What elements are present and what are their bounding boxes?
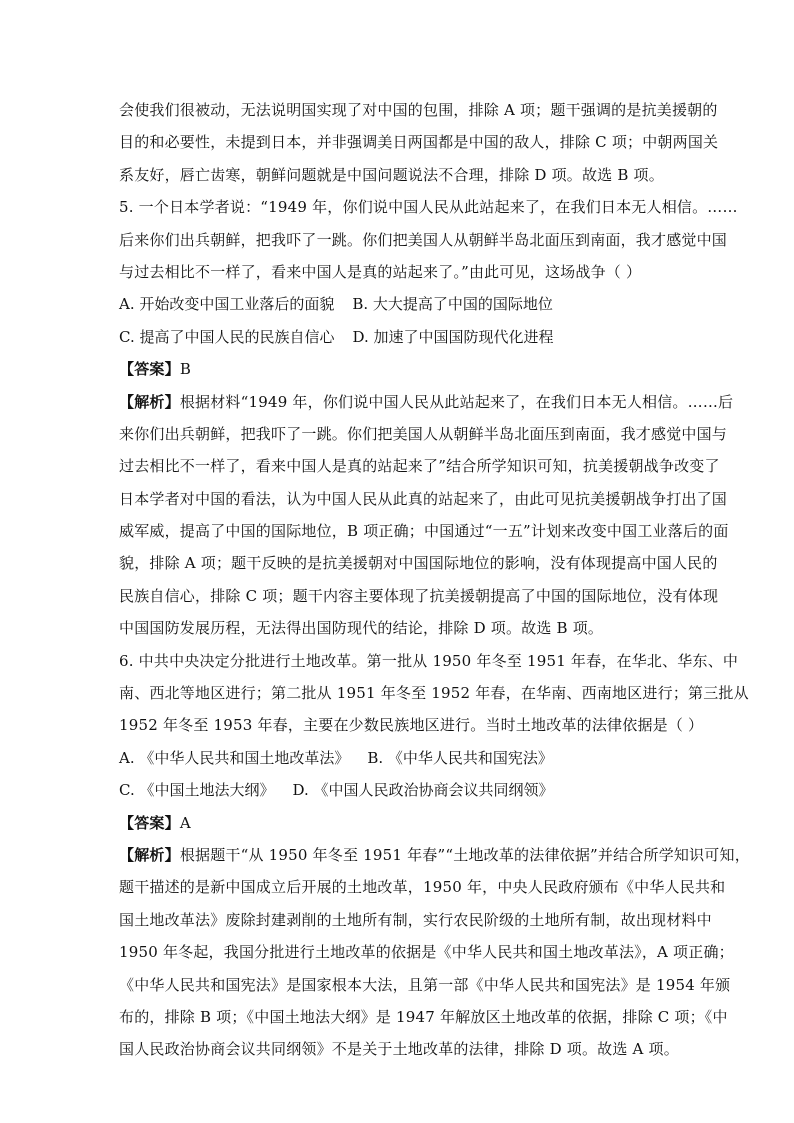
answer-label: 【答案】 — [119, 813, 180, 832]
q6-analysis-line: 题干描述的是新中国成立后开展的土地改革，1950 年，中央人民政府颁布《中华人民共和 — [119, 878, 726, 897]
q5-analysis-line: 威军威，提高了中国的国际地位，B 项正确；中国通过“一五”计划来改变中国工业落后的面 — [119, 522, 729, 541]
q6-stem-line: 南、西北等地区进行；第二批从 1951 年冬至 1952 年春，在华南、西南地区进行；第三批从 — [119, 684, 749, 703]
q6-option-a: A. 《中华人民共和国土地改革法》 — [119, 748, 350, 767]
answer-value: A — [179, 813, 191, 832]
analysis-text: 根据材料“1949 年，你们说中国人民从此站起来了，在我们日本无人相信。……后 — [179, 392, 734, 411]
prev-analysis-line: 会使我们很被动，无法说明国实现了对中国的包围，排除 A 项；题干强调的是抗美援朝的 — [119, 101, 718, 119]
q5-stem-line: 5. 一个日本学者说：“1949 年，你们说中国人民从此站起来了，在我们日本无人相信。…… — [119, 198, 738, 217]
q6-option-row — [119, 748, 679, 768]
question-6 — [119, 651, 750, 1060]
answer-value: B — [179, 360, 192, 379]
prev-analysis — [119, 100, 719, 185]
q5-stem-line: 与过去相比不一样了，看来中国人是真的站起来了。”由此可见，这场战争（ ） — [119, 262, 642, 281]
q6-option-row — [119, 780, 679, 800]
q5-stem-line: 后来你们出兵朝鲜，把我吓了一跳。你们把美国人从朝鲜半岛北面压到南面，我才感觉中国 — [119, 230, 728, 249]
q6-analysis-line — [119, 845, 750, 865]
document-body — [119, 100, 750, 1072]
q6-stem-line: 1952 年冬至 1953 年春，主要在少数民族地区进行。当时土地改革的法律依据是（ ） — [119, 716, 704, 735]
q5-option-a: A. 开始改变中国工业落后的面貌 — [119, 295, 335, 314]
q5-analysis-line — [119, 392, 734, 412]
q5-option-b: B. 大大提高了中国的国际地位 — [352, 295, 553, 314]
prev-analysis-line: 目的和必要性，未提到日本，并非强调美日两国都是中国的敌人，排除 C 项；中朝两国关 — [119, 133, 719, 152]
q6-answer — [119, 813, 679, 833]
q5-option-d: D. 加速了中国国防现代化进程 — [352, 327, 554, 346]
q6-option-b: B. 《中华人民共和国宪法》 — [367, 748, 553, 767]
answer-label: 【答案】 — [119, 360, 180, 379]
question-5 — [119, 197, 738, 638]
q5-analysis-line: 貌，排除 A 项；题干反映的是抗美援朝对中国国际地位的影响，没有体现提高中国人民的 — [119, 554, 718, 573]
q6-analysis-line: 国人民政治协商会议共同纲领》不是关于土地改革的法律，排除 D 项。故选 A 项。 — [119, 1040, 679, 1059]
analysis-label: 【解析】 — [119, 392, 180, 411]
analysis-text: 根据题干“从 1950 年冬至 1951 年春”“土地改革的法律依据”并结合所学知识可知， — [179, 845, 750, 864]
analysis-label: 【解析】 — [119, 845, 180, 864]
q5-analysis-line: 日本学者对中国的看法，认为中国人民从此真的站起来了，由此可见抗美援朝战争打出了国 — [119, 489, 728, 508]
q5-analysis-line: 民族自信心，排除 C 项；题干内容主要体现了抗美援朝提高了中国的国际地位，没有体现 — [119, 586, 719, 605]
q6-analysis-line: 1950 年冬起，我国分批进行土地改革的依据是《中华人民共和国土地改革法》，A 项正确； — [119, 943, 734, 962]
q6-analysis-line: 《中华人民共和国宪法》是国家根本大法，且第一部《中华人民共和国宪法》是 1954 年颁 — [119, 975, 731, 994]
q6-option-c: C. 《中国土地法大纲》 — [119, 781, 275, 800]
q5-analysis-line: 过去相比不一样了，看来中国人是真的站起来了”结合所学知识可知，抗美援朝战争改变了 — [119, 457, 720, 476]
q6-analysis-line: 国土地改革法》废除封建剥削的土地所有制，实行农民阶级的土地所有制，故出现材料中 — [119, 910, 712, 929]
q5-option-c: C. 提高了中国人民的民族自信心 — [119, 327, 335, 346]
q5-answer — [119, 359, 679, 379]
q5-analysis-line: 中国国防发展历程，无法得出国防现代的结论，排除 D 项。故选 B 项。 — [119, 619, 604, 638]
q6-analysis-line: 布的，排除 B 项；《中国土地法大纲》是 1947 年解放区土地改革的依据，排除 C 项；《中 — [119, 1007, 728, 1026]
q5-option-row — [119, 327, 679, 347]
prev-analysis-line: 系友好，唇亡齿寒，朝鲜问题就是中国问题说法不合理，排除 D 项。故选 B 项。 — [119, 165, 664, 184]
q5-analysis-line: 来你们出兵朝鲜，把我吓了一跳。你们把美国人从朝鲜半岛北面压到南面，我才感觉中国与 — [119, 424, 728, 443]
q5-option-row — [119, 294, 679, 314]
q6-option-d: D. 《中国人民政治协商会议共同纲领》 — [292, 781, 554, 800]
q6-stem-line: 6. 中共中央决定分批进行土地改革。第一批从 1950 年冬至 1951 年春，在华北、华东、中 — [119, 651, 739, 670]
